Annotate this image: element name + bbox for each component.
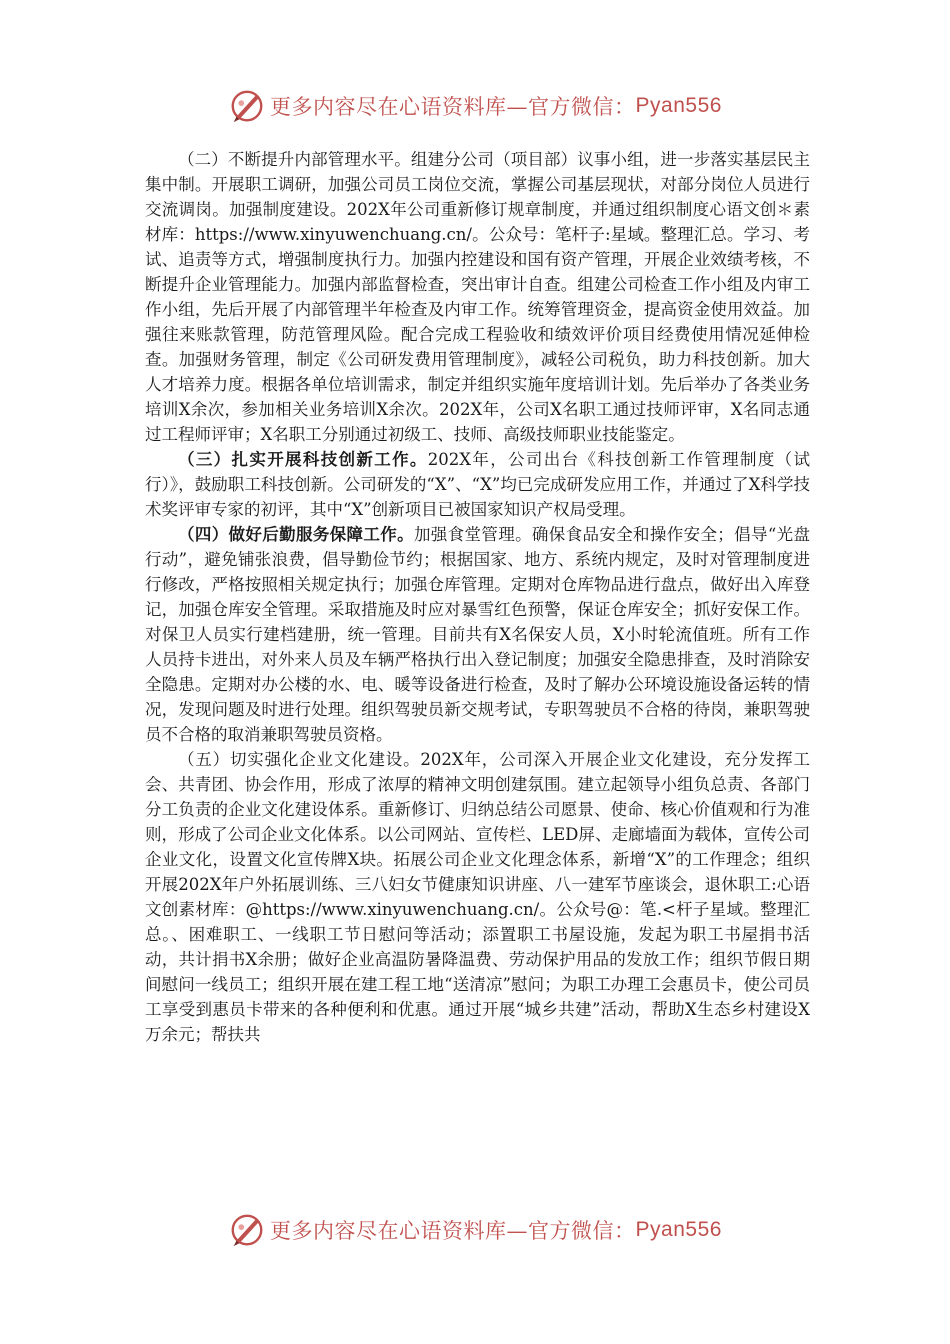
paragraph-corporate-culture bbox=[145, 747, 810, 1047]
paragraph-text: （二）不断提升内部管理水平。组建分公司（项目部）议事小组，进一步落实基层民主集中制。开展职工调研，加强公司员工岗位交流，掌握公司基层现状，对部分岗位人员进行交流调岗。加强制度建设。202X年公司重新修订规章制度，并通过组织制度心语文创＊素材库：https://www.xinyuwenchuang.cn/。公众号：笔杆子:星域。整理汇总。学习、考试、追责等方式，增强制度执行力。加强内控建设和国有资产管理，开展企业效绩考核，不断提升企业管理能力。加强内部监督检查，突出审计自查。组建公司检查工作小组及内审工作小组，先后开展了内部管理半年检查及内审工作。统筹管理资金，提高资金使用效益。加强往来账款管理，防范管理风险。配合完成工程验收和绩效评价项目经费使用情况延伸检查。加强财务管理，制定《公司研发费用管理制度》，减轻公司税负，助力科技创新。加大人才培养力度。根据各单位培训需求，制定并组织实施年度培训计划。先后举办了各类业务培训X余次，参加相关业务培训X余次。202X年，公司X名职工通过技师评审，X名同志通过工程师评审；X名职工分别通过初级工、技师、高级技师职业技能鉴定。 bbox=[145, 150, 810, 444]
pen-logo-icon bbox=[228, 87, 266, 125]
footer-banner bbox=[0, 1210, 950, 1250]
paragraph-text: 加强食堂管理。确保食品安全和操作安全；倡导“光盘行动”，避免铺张浪费，倡导勤俭节约；根据国家、地方、系统内规定，及时对管理制度进行修改，严格按照相关规定执行；加强仓库管理。定期对仓库物品进行盘点，做好出入库登记，加强仓库安全管理。采取措施及时应对暴雪红色预警，保证仓库安全；抓好安保工作。对保卫人员实行建档建册，统一管理。目前共有X名保安人员，X小时轮流值班。所有工作人员持卡进出，对外来人员及车辆严格执行出入登记制度；加强安全隐患排查，及时消除安全隐患。定期对办公楼的水、电、暖等设备进行检查，及时了解办公环境设施设备运转的情况，发现问题及时进行处理。组织驾驶员新交规考试，专职驾驶员不合格的待岗，兼职驾驶员不合格的取消兼职驾驶员资格。 bbox=[145, 525, 811, 744]
pen-logo-icon bbox=[228, 1211, 266, 1249]
header-wechat-id: Pyan556 bbox=[635, 94, 722, 117]
header-banner bbox=[0, 86, 950, 126]
header-banner-text: 更多内容尽在心语资料库—官方微信： bbox=[270, 95, 636, 119]
paragraph-logistics bbox=[145, 522, 810, 747]
footer-banner-text: 更多内容尽在心语资料库—官方微信： bbox=[270, 1219, 636, 1243]
footer-wechat-id: Pyan556 bbox=[635, 1218, 722, 1241]
paragraph-internal-management bbox=[145, 147, 810, 447]
paragraph-text: 202X年，公司出台《科技创新工作管理制度（试行）》，鼓励职工科技创新。公司研发的“X”、“X”均已完成研发应用工作，并通过了X科学技术奖评审专家的初评，其中“X”创新项目已被国家知识产权局受理。 bbox=[145, 450, 810, 519]
paragraph-tech-innovation bbox=[145, 447, 810, 522]
paragraph-lead: （三）扎实开展科技创新工作。 bbox=[178, 450, 428, 469]
paragraph-lead: （四）做好后勤服务保障工作。 bbox=[178, 525, 414, 544]
paragraph-text: （五）切实强化企业文化建设。202X年，公司深入开展企业文化建设，充分发挥工会、共青团、协会作用，形成了浓厚的精神文明创建氛围。建立起领导小组负总责、各部门分工负责的企业文化建设体系。重新修订、归纳总结公司愿景、使命、核心价值观和行为准则，形成了公司企业文化体系。以公司网站、宣传栏、LED屏、走廊墙面为载体，宣传公司企业文化，设置文化宣传牌X块。拓展公司企业文化理念体系，新增“X”的工作理念；组织开展202X年户外拓展训练、三八妇女节健康知识讲座、八一建军节座谈会，退休职工:心语文创素材库：@https://www.xinyuwenchuang.cn/。公众号@：笔.<杆子星域。整理汇总。、困难职工、一线职工节日慰问等活动；添置职工书屋设施，发起为职工书屋捐书活动，共计捐书X余册；做好企业高温防暑降温费、劳动保护用品的发放工作；组织节假日期间慰问一线员工；组织开展在建工程工地“送清凉”慰问；为职工办理工会惠员卡，使公司员工享受到惠员卡带来的各种便利和优惠。通过开展“城乡共建”活动，帮助X生态乡村建设X万余元；帮扶共 bbox=[145, 750, 810, 1044]
document-body bbox=[145, 147, 810, 1047]
